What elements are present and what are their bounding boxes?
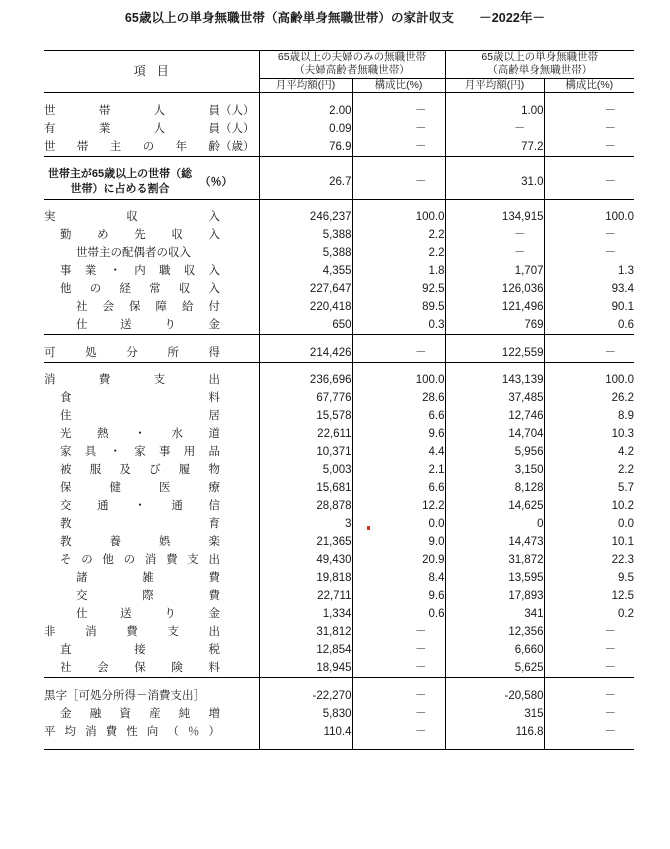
row-label-unit: （歳） — [220, 140, 255, 153]
row-label: 世帯主の年齢 — [44, 140, 220, 153]
table-row — [44, 226, 634, 244]
header-subcol-single-amount: 月平均額(円) — [445, 78, 544, 92]
row-label-cell — [44, 641, 259, 659]
header-group-couple-line1: 65歳以上の夫婦のみの無職世帯 — [277, 51, 427, 63]
row-label: 諸雑費 — [76, 572, 220, 585]
row-label: 可処分所得 — [44, 346, 220, 359]
spacer-cell — [445, 156, 544, 165]
row-label-cell — [44, 226, 259, 244]
row-value-cell: 1,334 — [259, 605, 352, 623]
row-label: 世帯主の配偶者の収入 — [76, 247, 191, 260]
row-value-cell: － — [352, 623, 445, 641]
row-label: 平均消費性向（％） — [44, 725, 220, 738]
spacer-cell — [544, 156, 634, 165]
row-label-cell — [44, 623, 259, 641]
table-row — [44, 371, 634, 389]
row-label-cell — [44, 687, 259, 705]
table-row — [44, 533, 634, 551]
row-label: その他の消費支出 — [60, 554, 220, 567]
row-value-cell: 0.2 — [544, 605, 634, 623]
row-value-cell: 19,818 — [259, 569, 352, 587]
spacer-cell — [352, 199, 445, 208]
row-value-cell: 76.9 — [259, 138, 352, 157]
row-value-cell: 12.5 — [544, 587, 634, 605]
table-header — [44, 51, 634, 93]
header-group-single — [445, 51, 634, 79]
row-label-cell — [44, 605, 259, 623]
row-value-cell: 5,388 — [259, 244, 352, 262]
table-row — [44, 659, 634, 678]
row-value-cell: － — [352, 687, 445, 705]
spacer-cell — [259, 678, 352, 687]
row-label: 世帯人員 — [44, 104, 220, 117]
row-value-cell: － — [544, 138, 634, 157]
row-value-cell: － — [544, 687, 634, 705]
spacer-cell — [352, 93, 445, 102]
row-value-cell: 5,956 — [445, 443, 544, 461]
row-label-unit: （％） — [199, 175, 233, 188]
row-value-cell: 6.6 — [352, 407, 445, 425]
row-value-cell: 10.3 — [544, 425, 634, 443]
row-label-cell — [44, 461, 259, 479]
row-value-cell: 49,430 — [259, 551, 352, 569]
row-value-cell: － — [352, 641, 445, 659]
row-value-cell: 5,388 — [259, 226, 352, 244]
row-value-cell: 100.0 — [352, 371, 445, 389]
row-value-cell: － — [352, 138, 445, 157]
row-label: 住居 — [60, 410, 220, 423]
row-value-cell: 28,878 — [259, 497, 352, 515]
row-label: 勤め先収入 — [60, 229, 220, 242]
page-title: 65歳以上の単身無職世帯（高齢単身無職世帯）の家計収支 －2022年－ — [124, 11, 546, 25]
table-spacer-row — [44, 156, 634, 165]
row-value-cell: 100.0 — [352, 208, 445, 226]
row-value-cell: 3,150 — [445, 461, 544, 479]
row-label: 保健医療 — [60, 482, 220, 495]
row-value-cell: 14,473 — [445, 533, 544, 551]
row-value-cell: 13,595 — [445, 569, 544, 587]
row-value-cell: 0.0 — [544, 515, 634, 533]
table-spacer-row — [44, 362, 634, 371]
row-value-cell: 8,128 — [445, 479, 544, 497]
row-value-cell: 2.2 — [352, 226, 445, 244]
spacer-cell — [544, 678, 634, 687]
row-value-cell: 37,485 — [445, 389, 544, 407]
table-body — [44, 93, 634, 750]
spacer-cell — [544, 741, 634, 750]
row-value-cell: 12,356 — [445, 623, 544, 641]
row-label-cell — [44, 723, 259, 741]
row-value-cell: － — [445, 226, 544, 244]
spacer-cell — [44, 156, 259, 165]
spacer-cell — [544, 93, 634, 102]
table-row — [44, 244, 634, 262]
row-value-cell: 22,611 — [259, 425, 352, 443]
row-value-cell: 18,945 — [259, 659, 352, 678]
row-value-cell: 10.2 — [544, 497, 634, 515]
row-label-cell — [44, 705, 259, 723]
row-value-cell: 15,681 — [259, 479, 352, 497]
row-value-cell: － — [544, 102, 634, 120]
spacer-cell — [352, 362, 445, 371]
row-label-cell — [44, 479, 259, 497]
row-value-cell: 0.0 — [352, 515, 445, 533]
row-value-cell: － — [445, 120, 544, 138]
row-value-cell: － — [352, 705, 445, 723]
table-row — [44, 407, 634, 425]
table-row — [44, 705, 634, 723]
spacer-cell — [44, 678, 259, 687]
header-group-couple-line2: （夫婦高齢者無職世帯） — [294, 64, 410, 77]
table-row — [44, 551, 634, 569]
spacer-cell — [544, 335, 634, 344]
table-row — [44, 623, 634, 641]
row-label-cell — [44, 316, 259, 335]
row-label: 金融資産純増 — [60, 707, 220, 720]
table-spacer-row — [44, 93, 634, 102]
spacer-cell — [259, 362, 352, 371]
table-row — [44, 102, 634, 120]
row-value-cell: 93.4 — [544, 280, 634, 298]
spacer-cell — [352, 335, 445, 344]
row-label: 交際費 — [76, 590, 220, 603]
row-label: 消費支出 — [44, 374, 220, 387]
row-value-cell: 8.9 — [544, 407, 634, 425]
header-subcol-single-share: 構成比(%) — [544, 78, 634, 92]
row-value-cell: 0.6 — [352, 605, 445, 623]
table-row — [44, 461, 634, 479]
row-value-cell: 9.0 — [352, 533, 445, 551]
row-value-cell: 100.0 — [544, 208, 634, 226]
row-label-cell — [44, 244, 259, 262]
row-value-cell: 67,776 — [259, 389, 352, 407]
row-label: 教育 — [60, 518, 220, 531]
row-label-cell — [44, 551, 259, 569]
row-value-cell: 134,915 — [445, 208, 544, 226]
spacer-cell — [445, 335, 544, 344]
row-value-cell: 143,139 — [445, 371, 544, 389]
row-value-cell: 1.3 — [544, 262, 634, 280]
spacer-cell — [259, 741, 352, 750]
row-value-cell: 0 — [445, 515, 544, 533]
row-label: 実収入 — [44, 211, 220, 224]
table-row — [44, 262, 634, 280]
table-row — [44, 120, 634, 138]
row-value-cell: 4,355 — [259, 262, 352, 280]
spacer-cell — [445, 678, 544, 687]
table-row — [44, 316, 634, 335]
table-row — [44, 389, 634, 407]
table-row — [44, 165, 634, 199]
header-subcol-couple-share: 構成比(%) — [352, 78, 445, 92]
row-value-cell: － — [544, 165, 634, 199]
row-label-cell — [44, 389, 259, 407]
row-value-cell: 20.9 — [352, 551, 445, 569]
row-label-cell — [44, 344, 259, 363]
row-label-cell — [44, 407, 259, 425]
row-label: 光熱・水道 — [60, 428, 220, 441]
row-value-cell: 2.2 — [544, 461, 634, 479]
row-label: 食料 — [60, 392, 220, 405]
row-value-cell: 116.8 — [445, 723, 544, 741]
table-row — [44, 344, 634, 363]
table-spacer-row — [44, 678, 634, 687]
row-label: 世帯主が65歳以上の世帯（総世帯）に占める割合 — [47, 168, 193, 196]
row-value-cell: 10,371 — [259, 443, 352, 461]
row-value-cell: 14,704 — [445, 425, 544, 443]
table-row — [44, 569, 634, 587]
row-label: 教養娯楽 — [60, 536, 220, 549]
row-value-cell: 100.0 — [544, 371, 634, 389]
row-value-cell: 28.6 — [352, 389, 445, 407]
row-value-cell: － — [352, 102, 445, 120]
row-value-cell: 10.1 — [544, 533, 634, 551]
table-spacer-row — [44, 199, 634, 208]
spacer-cell — [352, 678, 445, 687]
spacer-cell — [352, 156, 445, 165]
row-value-cell: 31,812 — [259, 623, 352, 641]
row-label-cell — [44, 569, 259, 587]
row-value-cell: 31,872 — [445, 551, 544, 569]
spacer-cell — [44, 741, 259, 750]
spacer-cell — [44, 199, 259, 208]
spacer-cell — [44, 362, 259, 371]
table-row — [44, 641, 634, 659]
header-group-single-line2: （高齢単身無職世帯） — [487, 64, 593, 77]
row-value-cell: 236,696 — [259, 371, 352, 389]
row-value-cell: 6,660 — [445, 641, 544, 659]
row-value-cell: 9.6 — [352, 425, 445, 443]
row-label: 仕送り金 — [76, 319, 220, 332]
row-label: 他の経常収入 — [60, 283, 220, 296]
spacer-cell — [259, 335, 352, 344]
household-budget-table-container — [44, 50, 634, 750]
row-label-cell — [44, 280, 259, 298]
spacer-cell — [445, 741, 544, 750]
row-label-cell — [44, 533, 259, 551]
row-value-cell: 21,365 — [259, 533, 352, 551]
row-value-cell: 1.00 — [445, 102, 544, 120]
table-row — [44, 479, 634, 497]
table-row — [44, 497, 634, 515]
row-value-cell: － — [544, 659, 634, 678]
row-value-cell: 14,625 — [445, 497, 544, 515]
table-spacer-row — [44, 335, 634, 344]
header-subcol-couple-amount: 月平均額(円) — [259, 78, 352, 92]
row-value-cell: 31.0 — [445, 165, 544, 199]
row-label-cell — [44, 165, 259, 199]
header-group-couple — [259, 51, 445, 79]
row-label: 社会保障給付 — [76, 301, 220, 314]
row-label-unit: （人） — [220, 104, 255, 117]
row-label-cell — [44, 587, 259, 605]
spacer-cell — [352, 741, 445, 750]
row-value-cell: 126,036 — [445, 280, 544, 298]
row-value-cell: 26.2 — [544, 389, 634, 407]
row-value-cell: 4.2 — [544, 443, 634, 461]
row-value-cell: － — [544, 344, 634, 363]
table-row — [44, 605, 634, 623]
row-value-cell: 3 — [259, 515, 352, 533]
row-value-cell: 0.09 — [259, 120, 352, 138]
row-value-cell: 22.3 — [544, 551, 634, 569]
table-row — [44, 280, 634, 298]
row-value-cell: － — [544, 120, 634, 138]
row-label-unit: （人） — [220, 122, 255, 135]
row-value-cell: 5,625 — [445, 659, 544, 678]
row-value-cell: 5,830 — [259, 705, 352, 723]
row-value-cell: 1,707 — [445, 262, 544, 280]
row-value-cell: 214,426 — [259, 344, 352, 363]
spacer-cell — [44, 93, 259, 102]
row-value-cell: 246,237 — [259, 208, 352, 226]
row-label-cell — [44, 515, 259, 533]
row-value-cell: 769 — [445, 316, 544, 335]
row-value-cell: 6.6 — [352, 479, 445, 497]
table-row — [44, 298, 634, 316]
row-value-cell: － — [544, 244, 634, 262]
row-value-cell: － — [352, 120, 445, 138]
row-value-cell: 89.5 — [352, 298, 445, 316]
row-label: 事業・内職収入 — [60, 265, 220, 278]
table-row — [44, 208, 634, 226]
row-value-cell: 90.1 — [544, 298, 634, 316]
row-label-cell — [44, 497, 259, 515]
row-value-cell: 4.4 — [352, 443, 445, 461]
row-label-cell — [44, 443, 259, 461]
spacer-cell — [544, 199, 634, 208]
row-value-cell: － — [544, 641, 634, 659]
row-label: 非消費支出 — [44, 626, 220, 639]
row-value-cell: 77.2 — [445, 138, 544, 157]
row-value-cell: － — [352, 344, 445, 363]
table-row — [44, 443, 634, 461]
row-value-cell: 1.8 — [352, 262, 445, 280]
row-label-cell — [44, 120, 259, 138]
table-row — [44, 138, 634, 157]
row-value-cell: -20,580 — [445, 687, 544, 705]
row-value-cell: 341 — [445, 605, 544, 623]
household-budget-table — [44, 50, 634, 750]
row-value-cell: － — [544, 723, 634, 741]
scan-artifact-speck — [367, 526, 370, 530]
table-row — [44, 587, 634, 605]
row-value-cell: 2.1 — [352, 461, 445, 479]
row-label-cell — [44, 371, 259, 389]
row-value-cell: 2.2 — [352, 244, 445, 262]
row-label: 仕送り金 — [76, 608, 220, 621]
row-value-cell: 0.6 — [544, 316, 634, 335]
table-row — [44, 723, 634, 741]
row-value-cell: 5.7 — [544, 479, 634, 497]
row-label-cell — [44, 138, 259, 157]
row-value-cell: － — [544, 226, 634, 244]
row-value-cell: － — [544, 623, 634, 641]
header-item-column: 項目 — [44, 51, 259, 93]
table-row — [44, 687, 634, 705]
row-label: 家具・家事用品 — [60, 446, 220, 459]
spacer-cell — [445, 362, 544, 371]
row-value-cell: 110.4 — [259, 723, 352, 741]
row-value-cell: 122,559 — [445, 344, 544, 363]
row-label: 社会保険料 — [60, 662, 220, 675]
row-value-cell: － — [352, 723, 445, 741]
spacer-cell — [259, 156, 352, 165]
row-value-cell: 9.5 — [544, 569, 634, 587]
row-label-cell — [44, 659, 259, 678]
row-label: 黒字［可処分所得－消費支出］ — [44, 689, 205, 702]
row-value-cell: 15,578 — [259, 407, 352, 425]
row-value-cell: 220,418 — [259, 298, 352, 316]
row-value-cell: 26.7 — [259, 165, 352, 199]
row-value-cell: 650 — [259, 316, 352, 335]
row-value-cell: 22,711 — [259, 587, 352, 605]
row-label: 直接税 — [60, 644, 220, 657]
row-value-cell: -22,270 — [259, 687, 352, 705]
row-label-cell — [44, 425, 259, 443]
row-label-cell — [44, 208, 259, 226]
row-value-cell: － — [352, 659, 445, 678]
spacer-cell — [259, 93, 352, 102]
spacer-cell — [445, 199, 544, 208]
spacer-cell — [445, 93, 544, 102]
row-value-cell: 0.3 — [352, 316, 445, 335]
header-group-single-line1: 65歳以上の単身無職世帯 — [481, 51, 599, 63]
row-value-cell: 17,893 — [445, 587, 544, 605]
table-spacer-row — [44, 741, 634, 750]
row-value-cell: 5,003 — [259, 461, 352, 479]
spacer-cell — [44, 335, 259, 344]
table-row — [44, 425, 634, 443]
header-row-groups — [44, 51, 634, 79]
row-value-cell: － — [544, 705, 634, 723]
row-value-cell: 12,746 — [445, 407, 544, 425]
row-value-cell: 315 — [445, 705, 544, 723]
row-value-cell: 2.00 — [259, 102, 352, 120]
spacer-cell — [259, 199, 352, 208]
row-value-cell: 8.4 — [352, 569, 445, 587]
row-value-cell: － — [445, 244, 544, 262]
table-row — [44, 515, 634, 533]
row-value-cell: 121,496 — [445, 298, 544, 316]
spacer-cell — [544, 362, 634, 371]
row-value-cell: 12,854 — [259, 641, 352, 659]
row-label-cell — [44, 298, 259, 316]
row-label: 有業人員 — [44, 122, 220, 135]
row-value-cell: － — [352, 165, 445, 199]
row-label-cell — [44, 102, 259, 120]
row-label-cell — [44, 262, 259, 280]
row-value-cell: 9.6 — [352, 587, 445, 605]
row-value-cell: 12.2 — [352, 497, 445, 515]
row-value-cell: 92.5 — [352, 280, 445, 298]
row-label: 被服及び履物 — [60, 464, 220, 477]
row-value-cell: 227,647 — [259, 280, 352, 298]
row-label: 交通・通信 — [60, 500, 220, 513]
